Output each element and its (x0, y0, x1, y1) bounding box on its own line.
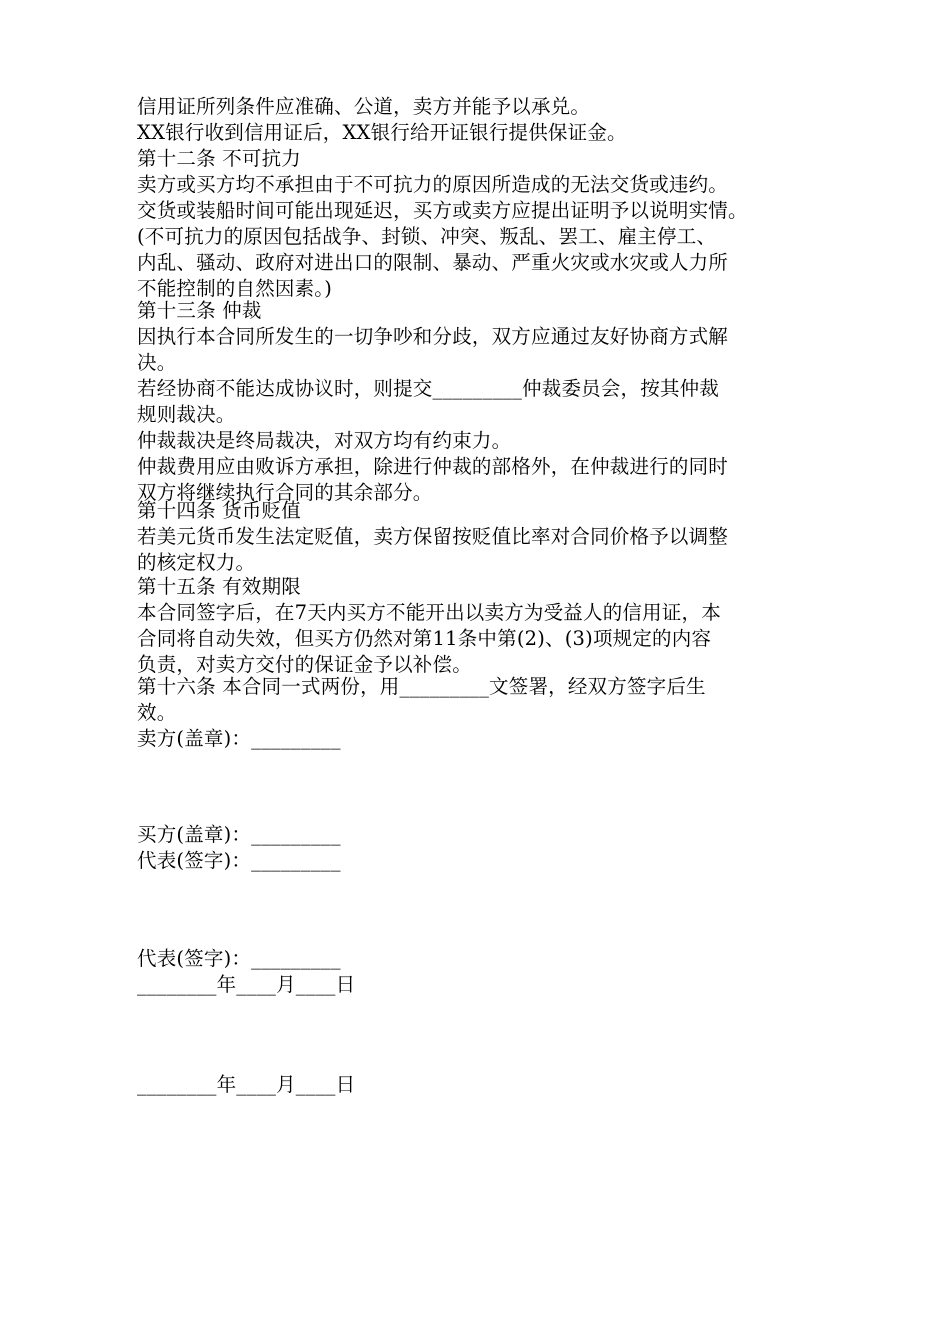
paragraph-line: 合同将自动失效，但买方仍然对第11条中第(2)、(3)项规定的内容 (137, 627, 712, 650)
paragraph-line: 交货或装船时间可能出现延迟，买方或卖方应提出证明予以说明实情。 (137, 199, 748, 222)
paragraph-line: 规则裁决。 (137, 403, 236, 426)
paragraph-line: 的核定权力。 (137, 551, 256, 574)
paragraph-line: XX银行收到信用证后，XX银行给开证银行提供保证金。 (137, 121, 627, 144)
paragraph-line: 内乱、骚动、政府对进出口的限制、暴动、严重火灾或水灾或人力所 (137, 251, 729, 274)
article-heading: 第十六条 本合同一式两份，用_________文签署，经双方签字后生 (137, 675, 706, 698)
paragraph-line: (不可抗力的原因包括战争、封锁、冲突、叛乱、罢工、雇主停工、 (137, 225, 717, 248)
article-heading: 第十二条 不可抗力 (137, 147, 301, 170)
article-heading: 第十四条 货币贬值 (137, 499, 301, 522)
paragraph-line: 效。 (137, 701, 177, 724)
date-line: ________年____月____日 (137, 973, 356, 996)
paragraph-line: 双方将继续执行合同的其余部分。 (137, 481, 433, 504)
seller-seal-line: 卖方(盖章)：_________ (137, 727, 341, 750)
buyer-seal-line: 买方(盖章)：_________ (137, 823, 341, 846)
paragraph-line: 信用证所列条件应准确、公道，卖方并能予以承兑。 (137, 95, 591, 118)
article-heading: 第十五条 有效期限 (137, 575, 301, 598)
paragraph-line: 本合同签字后，在7天内买方不能开出以卖方为受益人的信用证，本 (137, 601, 721, 624)
paragraph-line: 不能控制的自然因素。) (137, 277, 333, 300)
paragraph-line: 决。 (137, 351, 177, 374)
representative-signature-line: 代表(签字)：_________ (137, 849, 341, 872)
paragraph-line: 因执行本合同所发生的一切争吵和分歧，双方应通过友好协商方式解 (137, 325, 729, 348)
paragraph-line: 若美元货币发生法定贬值，卖方保留按贬值比率对合同价格予以调整 (137, 525, 729, 548)
paragraph-line: 卖方或买方均不承担由于不可抗力的原因所造成的无法交货或违约。 (137, 173, 729, 196)
representative-signature-line: 代表(签字)：_________ (137, 947, 341, 970)
paragraph-line: 仲裁费用应由败诉方承担，除进行仲裁的部格外，在仲裁进行的同时 (137, 455, 729, 478)
date-line: ________年____月____日 (137, 1073, 356, 1096)
article-heading: 第十三条 仲裁 (137, 299, 262, 322)
paragraph-line: 负责，对卖方交付的保证金予以补偿。 (137, 653, 472, 676)
paragraph-line: 仲裁裁决是终局裁决，对双方均有约束力。 (137, 429, 512, 452)
paragraph-line: 若经协商不能达成协议时，则提交_________仲裁委员会，按其仲裁 (137, 377, 720, 400)
